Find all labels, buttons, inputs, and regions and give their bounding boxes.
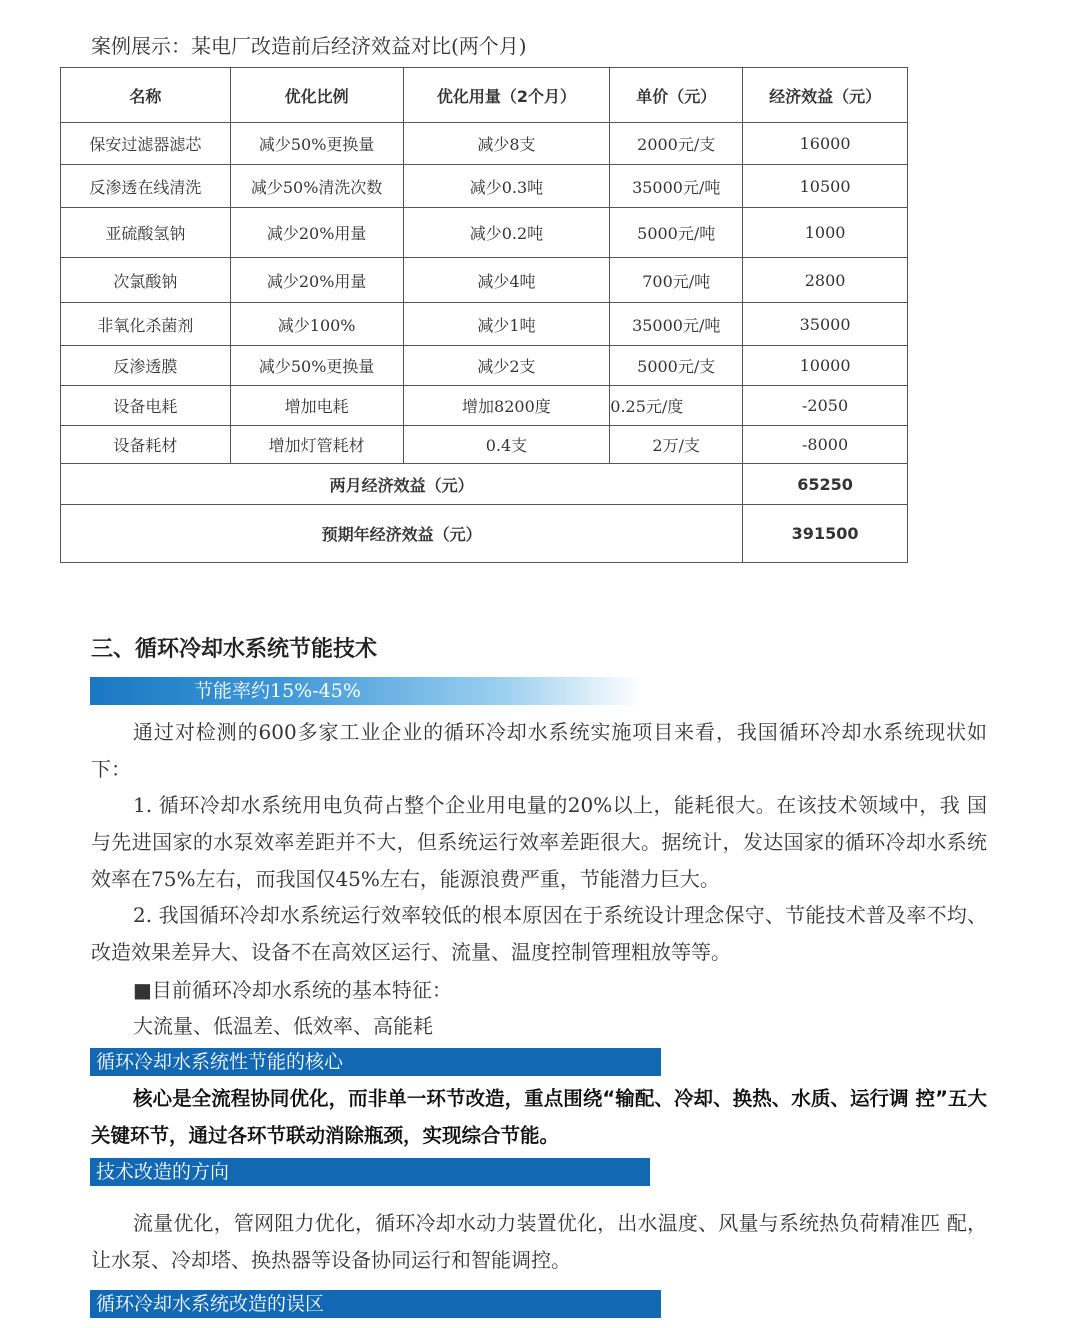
table-row bbox=[61, 208, 908, 258]
cell: 减少4吨 bbox=[403, 258, 610, 303]
mistake-band: 循环冷却水系统改造的误区 bbox=[90, 1290, 661, 1318]
cell: -8000 bbox=[743, 426, 908, 464]
header-ratio: 优化比例 bbox=[230, 68, 403, 123]
cell: 1000 bbox=[743, 208, 908, 258]
cell: 保安过滤器滤芯 bbox=[61, 123, 231, 165]
economic-benefit-table bbox=[60, 67, 908, 563]
cell: 35000元/吨 bbox=[610, 165, 743, 208]
table-row bbox=[61, 303, 908, 346]
header-name: 名称 bbox=[61, 68, 231, 123]
cell: 非氧化杀菌剂 bbox=[61, 303, 231, 346]
cell: 反渗透在线清洗 bbox=[61, 165, 231, 208]
energy-saving-rate-text: 节能率约15%-45% bbox=[194, 680, 361, 702]
core-paragraph: 核心是全流程协同优化，而非单一环节改造，重点围绕“输配、冷却、换热、水质、运行调 控”五大关键环节，通过各环节联动消除瓶颈，实现综合节能。 bbox=[91, 1087, 987, 1147]
cell: 10500 bbox=[743, 165, 908, 208]
table-row bbox=[61, 426, 908, 464]
cell: 增加电耗 bbox=[230, 386, 403, 426]
cell: 0.4支 bbox=[403, 426, 610, 464]
cell: 减少0.2吨 bbox=[403, 208, 610, 258]
cell: 减少50%清洗次数 bbox=[230, 165, 403, 208]
cell: 0.25元/度 bbox=[610, 386, 743, 426]
cell: 2000元/支 bbox=[610, 123, 743, 165]
direction-paragraph: 流量优化，管网阻力优化，循环冷却水动力装置优化，出水温度、风量与系统热负荷精准匹 配，让水泵、冷却塔、换热器等设备协同运行和智能调控。 bbox=[91, 1211, 987, 1272]
cell: 35000 bbox=[743, 303, 908, 346]
cell: 减少8支 bbox=[403, 123, 610, 165]
energy-saving-rate-band bbox=[90, 677, 642, 705]
point-2-paragraph: 2. 我国循环冷却水系统运行效率较低的根本原因在于系统设计理念保守、节能技术普及率不均、改造效果差异大、设备不在高效区运行、流量、温度控制管理粗放等等。 bbox=[91, 903, 987, 964]
feature-text: 大流量、低温差、低效率、高能耗 bbox=[133, 1014, 433, 1038]
cell: 增加灯管耗材 bbox=[230, 426, 403, 464]
table-row bbox=[61, 258, 908, 303]
cell: 700元/吨 bbox=[610, 258, 743, 303]
cell: 5000元/支 bbox=[610, 346, 743, 386]
cell: 2800 bbox=[743, 258, 908, 303]
summary-value: 391500 bbox=[743, 505, 908, 563]
summary-row bbox=[61, 505, 908, 563]
cell: 减少1吨 bbox=[403, 303, 610, 346]
header-amount: 优化用量（2个月） bbox=[403, 68, 610, 123]
cell: 10000 bbox=[743, 346, 908, 386]
intro-paragraph: 通过对检测的600多家工业企业的循环冷却水系统实施项目来看，我国循环冷却水系统现状如下： bbox=[91, 720, 987, 781]
cell: 反渗透膜 bbox=[61, 346, 231, 386]
cell: 减少2支 bbox=[403, 346, 610, 386]
summary-value: 65250 bbox=[743, 464, 908, 505]
cell: 减少100% bbox=[230, 303, 403, 346]
table-caption: 案例展示：某电厂改造前后经济效益对比(两个月) bbox=[91, 34, 527, 58]
cell: 设备电耗 bbox=[61, 386, 231, 426]
cell: 5000元/吨 bbox=[610, 208, 743, 258]
cell: 设备耗材 bbox=[61, 426, 231, 464]
section-title: 三、循环冷却水系统节能技术 bbox=[91, 637, 378, 662]
cell: 减少50%更换量 bbox=[230, 346, 403, 386]
table-row bbox=[61, 165, 908, 208]
direction-band: 技术改造的方向 bbox=[90, 1158, 650, 1186]
cell: 减少0.3吨 bbox=[403, 165, 610, 208]
cell: 减少20%用量 bbox=[230, 208, 403, 258]
cell: 减少50%更换量 bbox=[230, 123, 403, 165]
table-row bbox=[61, 123, 908, 165]
header-benefit: 经济效益（元） bbox=[743, 68, 908, 123]
table-row bbox=[61, 346, 908, 386]
core-band: 循环冷却水系统性节能的核心 bbox=[90, 1048, 661, 1076]
summary-label: 两月经济效益（元） bbox=[61, 464, 743, 505]
summary-label: 预期年经济效益（元） bbox=[61, 505, 743, 563]
summary-row bbox=[61, 464, 908, 505]
feature-heading: ■目前循环冷却水系统的基本特征： bbox=[133, 978, 452, 1002]
cell: 减少20%用量 bbox=[230, 258, 403, 303]
cell: 次氯酸钠 bbox=[61, 258, 231, 303]
header-unit-price: 单价（元） bbox=[610, 68, 743, 123]
point-1-paragraph: 1. 循环冷却水系统用电负荷占整个企业用电量的20%以上，能耗很大。在该技术领域中，我 国与先进国家的水泵效率差距并不大，但系统运行效率差距很大。据统计，发达国家的循环冷却水系统效率在75%左右，而我国仅45%左右，能源浪费严重，节能潜力巨大。 bbox=[91, 793, 987, 891]
cell: -2050 bbox=[743, 386, 908, 426]
cell: 2万/支 bbox=[610, 426, 743, 464]
table-row bbox=[61, 386, 908, 426]
table-header-row bbox=[61, 68, 908, 123]
cell: 亚硫酸氢钠 bbox=[61, 208, 231, 258]
cell: 35000元/吨 bbox=[610, 303, 743, 346]
cell: 增加8200度 bbox=[403, 386, 610, 426]
cell: 16000 bbox=[743, 123, 908, 165]
